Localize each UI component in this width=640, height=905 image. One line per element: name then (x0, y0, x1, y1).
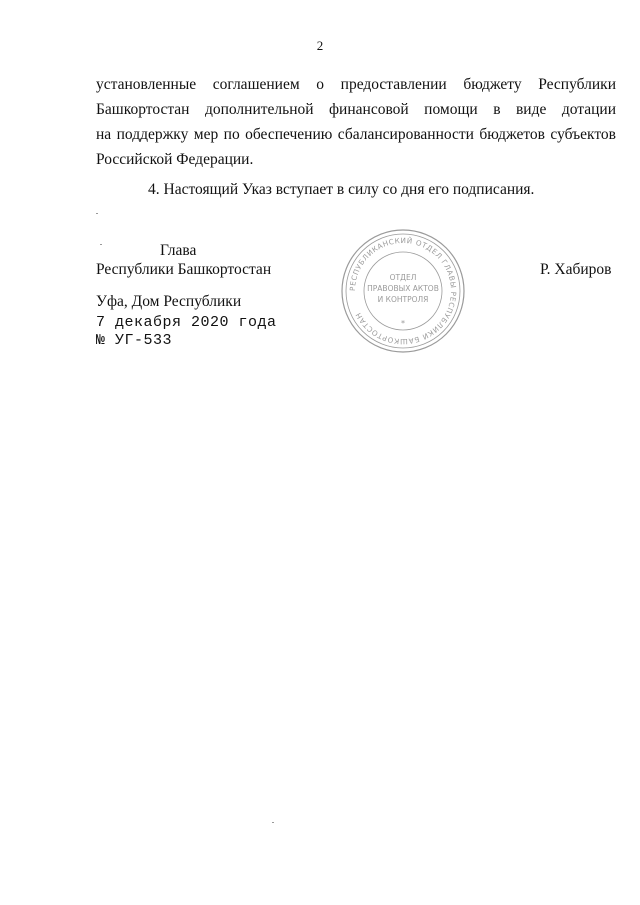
stamp-line3: И КОНТРОЛЯ (377, 295, 429, 304)
signatory-title-line2: Республики Башкортостан (96, 261, 272, 278)
stamp-star-icon: * (401, 319, 405, 328)
paragraph-line: Башкортостан дополнительной финансовой помощи в виде дотации (96, 101, 616, 118)
paragraph-line: установленные соглашением о предоставлении бюджету Республики (96, 76, 616, 93)
paragraph-continuation (96, 72, 616, 172)
stamp-line1: ОТДЕЛ (389, 273, 417, 282)
scan-speck (96, 213, 98, 214)
official-stamp (340, 228, 466, 354)
scan-speck (100, 244, 102, 245)
signing-date: 7 декабря 2020 года (96, 314, 277, 331)
signatory-name: Р. Хабиров (540, 261, 612, 278)
stamp-line2: ПРАВОВЫХ АКТОВ (367, 284, 439, 293)
page-number: 2 (316, 38, 324, 53)
paragraph-line: Российской Федерации. (96, 151, 254, 168)
paragraph-line: на поддержку мер по обеспечению сбалансированности бюджетов субъектов (96, 126, 616, 143)
signing-place: Уфа, Дом Республики (96, 293, 242, 310)
scan-speck (272, 822, 274, 823)
stamp-ring-text: РЕСПУБЛИКАНСКИЙ ОТДЕЛ ГЛАВЫ РЕСПУБЛИКИ БАШКОРТОСТАН (347, 235, 459, 347)
clause-4: 4. Настоящий Указ вступает в силу со дня его подписания. (148, 181, 535, 198)
signatory-title-line1: Глава (160, 242, 197, 259)
decree-number: № УГ-533 (96, 332, 173, 349)
